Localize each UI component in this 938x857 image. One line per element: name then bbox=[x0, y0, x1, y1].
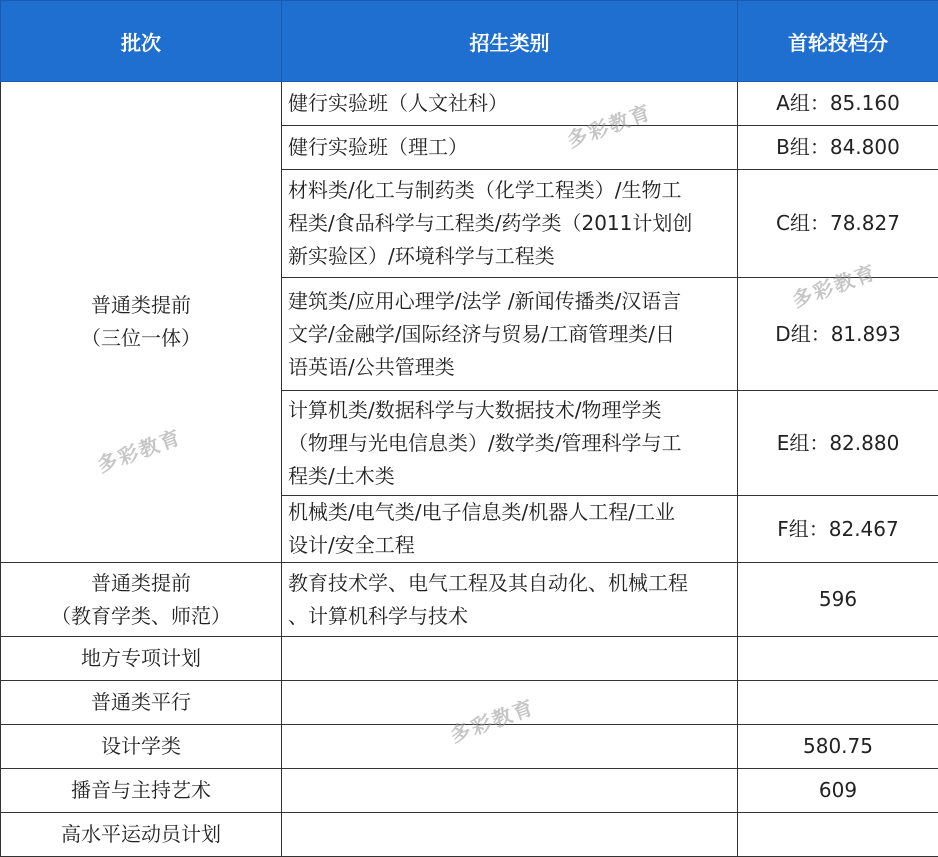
category-cell bbox=[282, 391, 738, 496]
category-cell: 健行实验班（人文社科） bbox=[282, 82, 738, 126]
category-line: 语英语/公共管理类 bbox=[288, 351, 731, 384]
table-row bbox=[1, 681, 938, 725]
watermark: 多彩教育 bbox=[788, 256, 881, 313]
score-cell: C组：78.827 bbox=[738, 170, 938, 278]
category-line: 程类/土木类 bbox=[288, 460, 731, 493]
category-cell bbox=[282, 637, 738, 681]
table-row bbox=[1, 813, 938, 857]
batch-line: 普通类提前 bbox=[1, 567, 281, 600]
score-cell: F组：82.467 bbox=[738, 496, 938, 563]
category-cell bbox=[282, 278, 738, 391]
table-row bbox=[1, 82, 938, 126]
category-line: 计算机类/数据科学与大数据技术/物理学类 bbox=[288, 394, 731, 427]
score-cell: 596 bbox=[738, 563, 938, 637]
category-line: 材料类/化工与制药类（化学工程类）/生物工 bbox=[288, 174, 731, 207]
category-line: 文学/金融学/国际经济与贸易/工商管理类/日 bbox=[288, 318, 731, 351]
score-cell: B组：84.800 bbox=[738, 126, 938, 170]
score-cell bbox=[738, 681, 938, 725]
score-cell: E组：82.880 bbox=[738, 391, 938, 496]
category-line: 新实验区）/环境科学与工程类 bbox=[288, 240, 731, 273]
batch-cell-edu bbox=[1, 563, 282, 637]
table-row bbox=[1, 637, 938, 681]
category-line: （物理与光电信息类）/数学类/管理科学与工 bbox=[288, 427, 731, 460]
header-category: 招生类别 bbox=[282, 1, 738, 82]
header-row bbox=[1, 1, 938, 82]
table-row bbox=[1, 769, 938, 813]
batch-line: 普通类提前 bbox=[1, 289, 281, 322]
score-cell bbox=[738, 813, 938, 857]
category-cell: 健行实验班（理工） bbox=[282, 126, 738, 170]
batch-cell: 地方专项计划 bbox=[1, 637, 282, 681]
watermark: 多彩教育 bbox=[93, 421, 186, 478]
header-score: 首轮投档分 bbox=[738, 1, 938, 82]
batch-cell-ptqq bbox=[1, 82, 282, 563]
category-line: 设计/安全工程 bbox=[288, 529, 731, 562]
batch-cell: 设计学类 bbox=[1, 725, 282, 769]
score-cell: 609 bbox=[738, 769, 938, 813]
batch-cell: 播音与主持艺术 bbox=[1, 769, 282, 813]
category-line: 、计算机科学与技术 bbox=[288, 600, 731, 633]
category-cell bbox=[282, 563, 738, 637]
batch-cell: 普通类平行 bbox=[1, 681, 282, 725]
category-cell bbox=[282, 769, 738, 813]
batch-line: （三位一体） bbox=[1, 322, 281, 355]
category-line: 教育技术学、电气工程及其自动化、机械工程 bbox=[288, 567, 731, 600]
table-row bbox=[1, 725, 938, 769]
table-row bbox=[1, 563, 938, 637]
watermark: 多彩教育 bbox=[563, 96, 656, 153]
category-cell bbox=[282, 170, 738, 278]
batch-cell: 高水平运动员计划 bbox=[1, 813, 282, 857]
batch-line: （教育学类、师范） bbox=[1, 600, 281, 633]
category-cell bbox=[282, 813, 738, 857]
category-cell bbox=[282, 496, 738, 563]
category-cell bbox=[282, 725, 738, 769]
header-batch: 批次 bbox=[1, 1, 282, 82]
score-cell: 580.75 bbox=[738, 725, 938, 769]
watermark: 多彩教育 bbox=[446, 691, 539, 748]
score-cell: A组：85.160 bbox=[738, 82, 938, 126]
category-cell bbox=[282, 681, 738, 725]
score-cell bbox=[738, 637, 938, 681]
category-line: 程类/食品科学与工程类/药学类（2011计划创 bbox=[288, 207, 731, 240]
score-cell: D组：81.893 bbox=[738, 278, 938, 391]
category-line: 机械类/电气类/电子信息类/机器人工程/工业 bbox=[288, 496, 731, 529]
category-line: 建筑类/应用心理学/法学 /新闻传播类/汉语言 bbox=[288, 285, 731, 318]
